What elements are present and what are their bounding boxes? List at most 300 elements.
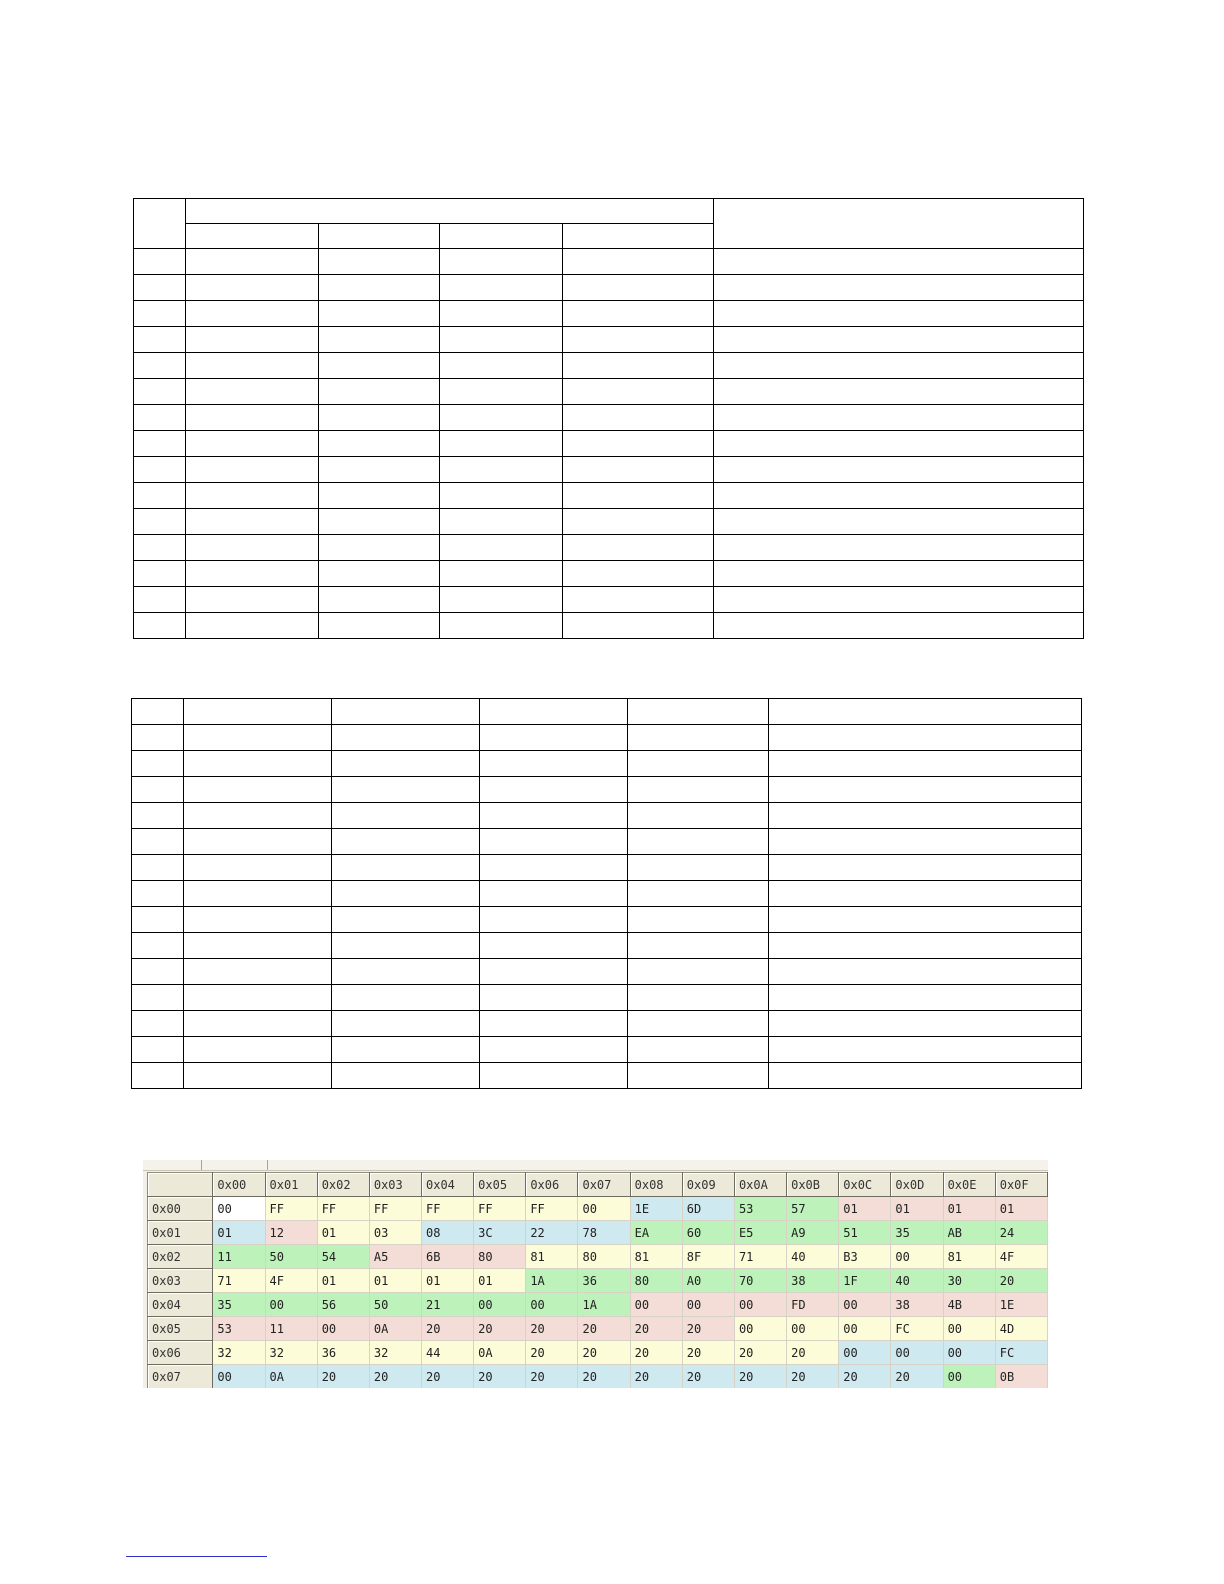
- hex-row-header: 0x07: [148, 1365, 213, 1389]
- hex-cell[interactable]: A9: [787, 1221, 839, 1245]
- table-cell: [134, 431, 186, 457]
- hex-cell[interactable]: 4F: [995, 1245, 1047, 1269]
- hex-cell[interactable]: 20: [630, 1317, 682, 1341]
- hex-row: [148, 1197, 1048, 1221]
- table-cell: [769, 1011, 1082, 1037]
- hex-cell[interactable]: 36: [578, 1269, 630, 1293]
- table-row: [132, 855, 1082, 881]
- hex-cell[interactable]: 6D: [682, 1197, 734, 1221]
- table-cell: [132, 699, 184, 725]
- hex-cell[interactable]: B3: [839, 1245, 891, 1269]
- table-cell: [134, 275, 186, 301]
- hex-cell[interactable]: 20: [474, 1317, 526, 1341]
- hex-cell[interactable]: 44: [422, 1341, 474, 1365]
- hex-cell[interactable]: 00: [839, 1341, 891, 1365]
- hex-cell[interactable]: 12: [265, 1221, 317, 1245]
- table-cell: [332, 959, 480, 985]
- table-cell: [186, 509, 319, 535]
- hex-cell[interactable]: 35: [213, 1293, 265, 1317]
- hex-cell[interactable]: 20: [317, 1365, 369, 1389]
- table-cell: [186, 431, 319, 457]
- table-cell: [714, 327, 1084, 353]
- hex-column-header: 0x05: [474, 1173, 526, 1197]
- table-cell: [480, 933, 628, 959]
- table-cell: [332, 1063, 480, 1089]
- hex-cell[interactable]: 00: [734, 1317, 786, 1341]
- hex-cell[interactable]: 00: [213, 1365, 265, 1389]
- table-cell: [628, 933, 769, 959]
- hex-cell[interactable]: 53: [213, 1317, 265, 1341]
- hex-cell[interactable]: 57: [787, 1197, 839, 1221]
- hex-cell[interactable]: 20: [839, 1365, 891, 1389]
- hex-cell[interactable]: 20: [578, 1341, 630, 1365]
- hex-cell[interactable]: 00: [265, 1293, 317, 1317]
- hex-cell[interactable]: 20: [787, 1365, 839, 1389]
- table-row: [132, 699, 1082, 725]
- hex-cell[interactable]: 22: [526, 1221, 578, 1245]
- table-cell: [714, 457, 1084, 483]
- table-cell: [134, 509, 186, 535]
- table-cell: [132, 725, 184, 751]
- table-cell: [132, 881, 184, 907]
- hex-corner-cell: [148, 1173, 213, 1197]
- table-row: [134, 405, 1084, 431]
- hex-cell[interactable]: EA: [630, 1221, 682, 1245]
- table-cell: [714, 249, 1084, 275]
- table-cell: [186, 535, 319, 561]
- table-cell: [480, 699, 628, 725]
- table-cell: [480, 829, 628, 855]
- hex-cell[interactable]: 71: [734, 1245, 786, 1269]
- hex-cell[interactable]: FF: [369, 1197, 421, 1221]
- table-cell: [480, 1037, 628, 1063]
- hex-cell[interactable]: 1A: [578, 1293, 630, 1317]
- table-cell: [563, 535, 714, 561]
- table-row: [134, 431, 1084, 457]
- table-row: [132, 1037, 1082, 1063]
- hex-cell[interactable]: 00: [734, 1293, 786, 1317]
- table-cell: [440, 405, 563, 431]
- hex-cell[interactable]: 00: [213, 1197, 265, 1221]
- hex-column-header: 0x0E: [943, 1173, 995, 1197]
- hex-cell[interactable]: 80: [578, 1245, 630, 1269]
- table-cell: [184, 985, 332, 1011]
- table-cell: [332, 855, 480, 881]
- table-cell: [440, 379, 563, 405]
- table-cell: [132, 855, 184, 881]
- table-cell: [319, 249, 440, 275]
- table-cell: [186, 483, 319, 509]
- hex-cell[interactable]: 30: [943, 1269, 995, 1293]
- table-cell: [714, 301, 1084, 327]
- header-cell: [714, 199, 1084, 249]
- hex-cell[interactable]: 00: [839, 1293, 891, 1317]
- hex-cell[interactable]: 01: [943, 1197, 995, 1221]
- table-cell: [480, 959, 628, 985]
- table-cell: [440, 431, 563, 457]
- hex-column-header: 0x02: [317, 1173, 369, 1197]
- header-cell: [134, 199, 186, 249]
- table-cell: [769, 777, 1082, 803]
- hex-column-header: 0x0D: [891, 1173, 943, 1197]
- hex-cell[interactable]: 0A: [265, 1365, 317, 1389]
- table-cell: [319, 457, 440, 483]
- hex-cell[interactable]: 51: [839, 1221, 891, 1245]
- hex-cell[interactable]: 0A: [474, 1341, 526, 1365]
- table-cell: [134, 379, 186, 405]
- table-cell: [440, 509, 563, 535]
- hex-column-header: 0x0B: [787, 1173, 839, 1197]
- hex-cell[interactable]: 21: [422, 1293, 474, 1317]
- hex-cell[interactable]: 1E: [630, 1197, 682, 1221]
- hex-cell[interactable]: 70: [734, 1269, 786, 1293]
- table-cell: [563, 431, 714, 457]
- hex-cell[interactable]: FF: [526, 1197, 578, 1221]
- hex-row: [148, 1317, 1048, 1341]
- hex-cell[interactable]: 11: [213, 1245, 265, 1269]
- table-cell: [186, 301, 319, 327]
- hex-cell[interactable]: 01: [213, 1221, 265, 1245]
- hex-cell[interactable]: 01: [317, 1221, 369, 1245]
- hex-cell[interactable]: 20: [526, 1341, 578, 1365]
- table-cell: [628, 1037, 769, 1063]
- table-cell: [628, 751, 769, 777]
- hex-column-header: 0x04: [422, 1173, 474, 1197]
- table-cell: [440, 535, 563, 561]
- hex-cell[interactable]: 20: [891, 1365, 943, 1389]
- table-cell: [563, 405, 714, 431]
- hex-cell[interactable]: 20: [734, 1341, 786, 1365]
- table-cell: [186, 353, 319, 379]
- hex-cell[interactable]: 80: [474, 1245, 526, 1269]
- header-group-cell: [186, 199, 714, 224]
- hex-cell[interactable]: 00: [578, 1197, 630, 1221]
- hex-cell[interactable]: 4D: [995, 1317, 1047, 1341]
- hex-cell[interactable]: 01: [474, 1269, 526, 1293]
- table-cell: [769, 881, 1082, 907]
- hex-cell[interactable]: 24: [995, 1221, 1047, 1245]
- table-cell: [628, 777, 769, 803]
- hex-cell[interactable]: 53: [734, 1197, 786, 1221]
- hex-cell[interactable]: 4F: [265, 1269, 317, 1293]
- table-cell: [184, 829, 332, 855]
- hex-cell[interactable]: 20: [369, 1365, 421, 1389]
- hex-cell[interactable]: 81: [943, 1245, 995, 1269]
- hex-cell[interactable]: 20: [526, 1365, 578, 1389]
- table-cell: [714, 561, 1084, 587]
- table-cell: [332, 829, 480, 855]
- tab-divider: [201, 1160, 202, 1170]
- hex-cell[interactable]: 54: [317, 1245, 369, 1269]
- hex-dump-grid: [143, 1160, 1048, 1388]
- hex-row-header: 0x00: [148, 1197, 213, 1221]
- hex-cell[interactable]: 50: [369, 1293, 421, 1317]
- table-cell: [319, 561, 440, 587]
- hex-cell[interactable]: 03: [369, 1221, 421, 1245]
- hex-cell[interactable]: 00: [682, 1293, 734, 1317]
- hex-cell[interactable]: 00: [943, 1365, 995, 1389]
- hex-cell[interactable]: 20: [422, 1365, 474, 1389]
- table-row: [132, 933, 1082, 959]
- hex-cell[interactable]: 8F: [682, 1245, 734, 1269]
- table-cell: [714, 483, 1084, 509]
- table-cell: [332, 751, 480, 777]
- table-cell: [132, 1011, 184, 1037]
- hex-cell[interactable]: 20: [630, 1365, 682, 1389]
- table-row: [134, 483, 1084, 509]
- hex-table: [147, 1172, 1048, 1388]
- table-cell: [714, 353, 1084, 379]
- hex-cell[interactable]: 32: [213, 1341, 265, 1365]
- table-cell: [628, 829, 769, 855]
- hex-row: [148, 1269, 1048, 1293]
- table-cell: [186, 613, 319, 639]
- hex-cell[interactable]: 01: [995, 1197, 1047, 1221]
- hex-cell[interactable]: 11: [265, 1317, 317, 1341]
- hex-cell[interactable]: 3C: [474, 1221, 526, 1245]
- hex-cell[interactable]: 00: [787, 1317, 839, 1341]
- table-cell: [319, 431, 440, 457]
- table-cell: [319, 275, 440, 301]
- table-cell: [769, 959, 1082, 985]
- table-cell: [628, 881, 769, 907]
- hex-cell[interactable]: 20: [474, 1365, 526, 1389]
- hex-cell[interactable]: 00: [839, 1317, 891, 1341]
- hex-cell[interactable]: 1A: [526, 1269, 578, 1293]
- table-cell: [440, 587, 563, 613]
- hex-cell[interactable]: 20: [578, 1365, 630, 1389]
- table-cell: [319, 509, 440, 535]
- hex-cell[interactable]: 20: [682, 1317, 734, 1341]
- table-cell: [186, 561, 319, 587]
- table-cell: [186, 327, 319, 353]
- table-cell: [563, 379, 714, 405]
- table-cell: [134, 249, 186, 275]
- table-cell: [332, 933, 480, 959]
- hex-row: [148, 1221, 1048, 1245]
- hex-row-header: 0x06: [148, 1341, 213, 1365]
- footer-link-underline[interactable]: [126, 1556, 267, 1557]
- table-cell: [480, 1063, 628, 1089]
- table-cell: [132, 1063, 184, 1089]
- table-cell: [184, 907, 332, 933]
- table-cell: [319, 483, 440, 509]
- table-cell: [184, 855, 332, 881]
- hex-column-header: 0x08: [630, 1173, 682, 1197]
- table-cell: [440, 613, 563, 639]
- table-cell: [332, 881, 480, 907]
- hex-cell[interactable]: FF: [265, 1197, 317, 1221]
- table-cell: [628, 1063, 769, 1089]
- hex-cell[interactable]: 00: [474, 1293, 526, 1317]
- table-cell: [319, 405, 440, 431]
- hex-cell[interactable]: 20: [787, 1341, 839, 1365]
- hex-cell[interactable]: 20: [630, 1341, 682, 1365]
- hex-cell[interactable]: 38: [787, 1269, 839, 1293]
- table-cell: [186, 457, 319, 483]
- hex-cell[interactable]: 00: [891, 1341, 943, 1365]
- hex-cell[interactable]: A0: [682, 1269, 734, 1293]
- table-cell: [184, 725, 332, 751]
- table-cell: [769, 985, 1082, 1011]
- hex-cell[interactable]: 0A: [369, 1317, 421, 1341]
- table-row: [132, 985, 1082, 1011]
- hex-cell[interactable]: 36: [317, 1341, 369, 1365]
- table-cell: [769, 1037, 1082, 1063]
- hex-cell[interactable]: 08: [422, 1221, 474, 1245]
- table-cell: [134, 587, 186, 613]
- hex-cell[interactable]: 81: [630, 1245, 682, 1269]
- hex-cell[interactable]: 20: [682, 1341, 734, 1365]
- hex-cell[interactable]: 1F: [839, 1269, 891, 1293]
- hex-cell[interactable]: 20: [734, 1365, 786, 1389]
- hex-cell[interactable]: 01: [369, 1269, 421, 1293]
- table-cell: [184, 803, 332, 829]
- hex-row-header: 0x04: [148, 1293, 213, 1317]
- table-cell: [480, 855, 628, 881]
- table-cell: [319, 379, 440, 405]
- hex-cell[interactable]: 0B: [995, 1365, 1047, 1389]
- table-cell: [563, 509, 714, 535]
- hex-cell[interactable]: 00: [317, 1317, 369, 1341]
- table-cell: [184, 1037, 332, 1063]
- hex-cell[interactable]: 00: [891, 1245, 943, 1269]
- hex-cell[interactable]: 01: [891, 1197, 943, 1221]
- table-row: [134, 327, 1084, 353]
- table-cell: [132, 933, 184, 959]
- table-cell: [628, 1011, 769, 1037]
- hex-cell[interactable]: 38: [891, 1293, 943, 1317]
- table-cell: [714, 379, 1084, 405]
- table-cell: [480, 881, 628, 907]
- table-row: [134, 379, 1084, 405]
- table-cell: [440, 483, 563, 509]
- hex-cell[interactable]: 40: [891, 1269, 943, 1293]
- table-cell: [440, 457, 563, 483]
- table-cell: [769, 829, 1082, 855]
- hex-cell[interactable]: 50: [265, 1245, 317, 1269]
- hex-cell[interactable]: 60: [682, 1221, 734, 1245]
- table-cell: [628, 907, 769, 933]
- hex-cell[interactable]: 32: [265, 1341, 317, 1365]
- hex-cell[interactable]: FD: [787, 1293, 839, 1317]
- hex-cell[interactable]: 20: [422, 1317, 474, 1341]
- hex-cell[interactable]: 71: [213, 1269, 265, 1293]
- hex-column-header: 0x0C: [839, 1173, 891, 1197]
- table-header-row: [134, 199, 1084, 224]
- table-cell: [440, 327, 563, 353]
- table-cell: [319, 353, 440, 379]
- table-cell: [440, 249, 563, 275]
- hex-cell[interactable]: 00: [526, 1293, 578, 1317]
- hex-cell[interactable]: 56: [317, 1293, 369, 1317]
- hex-column-header: 0x07: [578, 1173, 630, 1197]
- table-row: [132, 777, 1082, 803]
- table-cell: [480, 751, 628, 777]
- hex-cell[interactable]: 00: [943, 1341, 995, 1365]
- table-row: [132, 959, 1082, 985]
- hex-cell[interactable]: FC: [891, 1317, 943, 1341]
- hex-cell[interactable]: 20: [526, 1317, 578, 1341]
- hex-cell[interactable]: 20: [578, 1317, 630, 1341]
- table-row: [132, 1063, 1082, 1089]
- table-cell: [714, 275, 1084, 301]
- hex-cell[interactable]: FF: [474, 1197, 526, 1221]
- hex-cell[interactable]: AB: [943, 1221, 995, 1245]
- table-cell: [769, 1063, 1082, 1089]
- table-cell: [134, 535, 186, 561]
- table-cell: [563, 561, 714, 587]
- table-cell: [628, 985, 769, 1011]
- table-cell: [134, 613, 186, 639]
- hex-cell[interactable]: 01: [839, 1197, 891, 1221]
- table-cell: [714, 405, 1084, 431]
- hex-cell[interactable]: 1E: [995, 1293, 1047, 1317]
- table-row: [134, 613, 1084, 639]
- table-cell: [563, 483, 714, 509]
- table-cell: [186, 379, 319, 405]
- table-cell: [714, 587, 1084, 613]
- hex-cell[interactable]: FC: [995, 1341, 1047, 1365]
- table-cell: [184, 751, 332, 777]
- hex-cell[interactable]: 01: [422, 1269, 474, 1293]
- hex-row: [148, 1365, 1048, 1389]
- table-cell: [134, 457, 186, 483]
- hex-cell[interactable]: 80: [630, 1269, 682, 1293]
- table-row: [134, 561, 1084, 587]
- table-row: [132, 881, 1082, 907]
- table-cell: [769, 751, 1082, 777]
- hex-cell[interactable]: 00: [630, 1293, 682, 1317]
- table-cell: [134, 405, 186, 431]
- table-cell: [332, 907, 480, 933]
- hex-row-header: 0x01: [148, 1221, 213, 1245]
- table-cell: [134, 353, 186, 379]
- table-row: [132, 829, 1082, 855]
- hex-cell[interactable]: A5: [369, 1245, 421, 1269]
- table-cell: [769, 907, 1082, 933]
- hex-cell[interactable]: 40: [787, 1245, 839, 1269]
- hex-cell[interactable]: 20: [995, 1269, 1047, 1293]
- hex-cell[interactable]: 4B: [943, 1293, 995, 1317]
- table-cell: [769, 725, 1082, 751]
- hex-cell[interactable]: 35: [891, 1221, 943, 1245]
- hex-cell[interactable]: FF: [317, 1197, 369, 1221]
- table-row: [132, 751, 1082, 777]
- table-cell: [319, 587, 440, 613]
- hex-cell[interactable]: 20: [682, 1365, 734, 1389]
- hex-cell[interactable]: 81: [526, 1245, 578, 1269]
- table-cell: [332, 777, 480, 803]
- hex-cell[interactable]: 6B: [422, 1245, 474, 1269]
- table-row: [132, 1011, 1082, 1037]
- table-cell: [186, 405, 319, 431]
- hex-cell[interactable]: 01: [317, 1269, 369, 1293]
- table-cell: [132, 985, 184, 1011]
- hex-cell[interactable]: FF: [422, 1197, 474, 1221]
- hex-cell[interactable]: 32: [369, 1341, 421, 1365]
- hex-cell[interactable]: E5: [734, 1221, 786, 1245]
- table-row: [134, 353, 1084, 379]
- hex-cell[interactable]: 78: [578, 1221, 630, 1245]
- table-cell: [134, 561, 186, 587]
- hex-header-row: [148, 1173, 1048, 1197]
- table-cell: [440, 353, 563, 379]
- table-cell: [184, 959, 332, 985]
- hex-cell[interactable]: 00: [943, 1317, 995, 1341]
- table-cell: [563, 353, 714, 379]
- table-cell: [319, 613, 440, 639]
